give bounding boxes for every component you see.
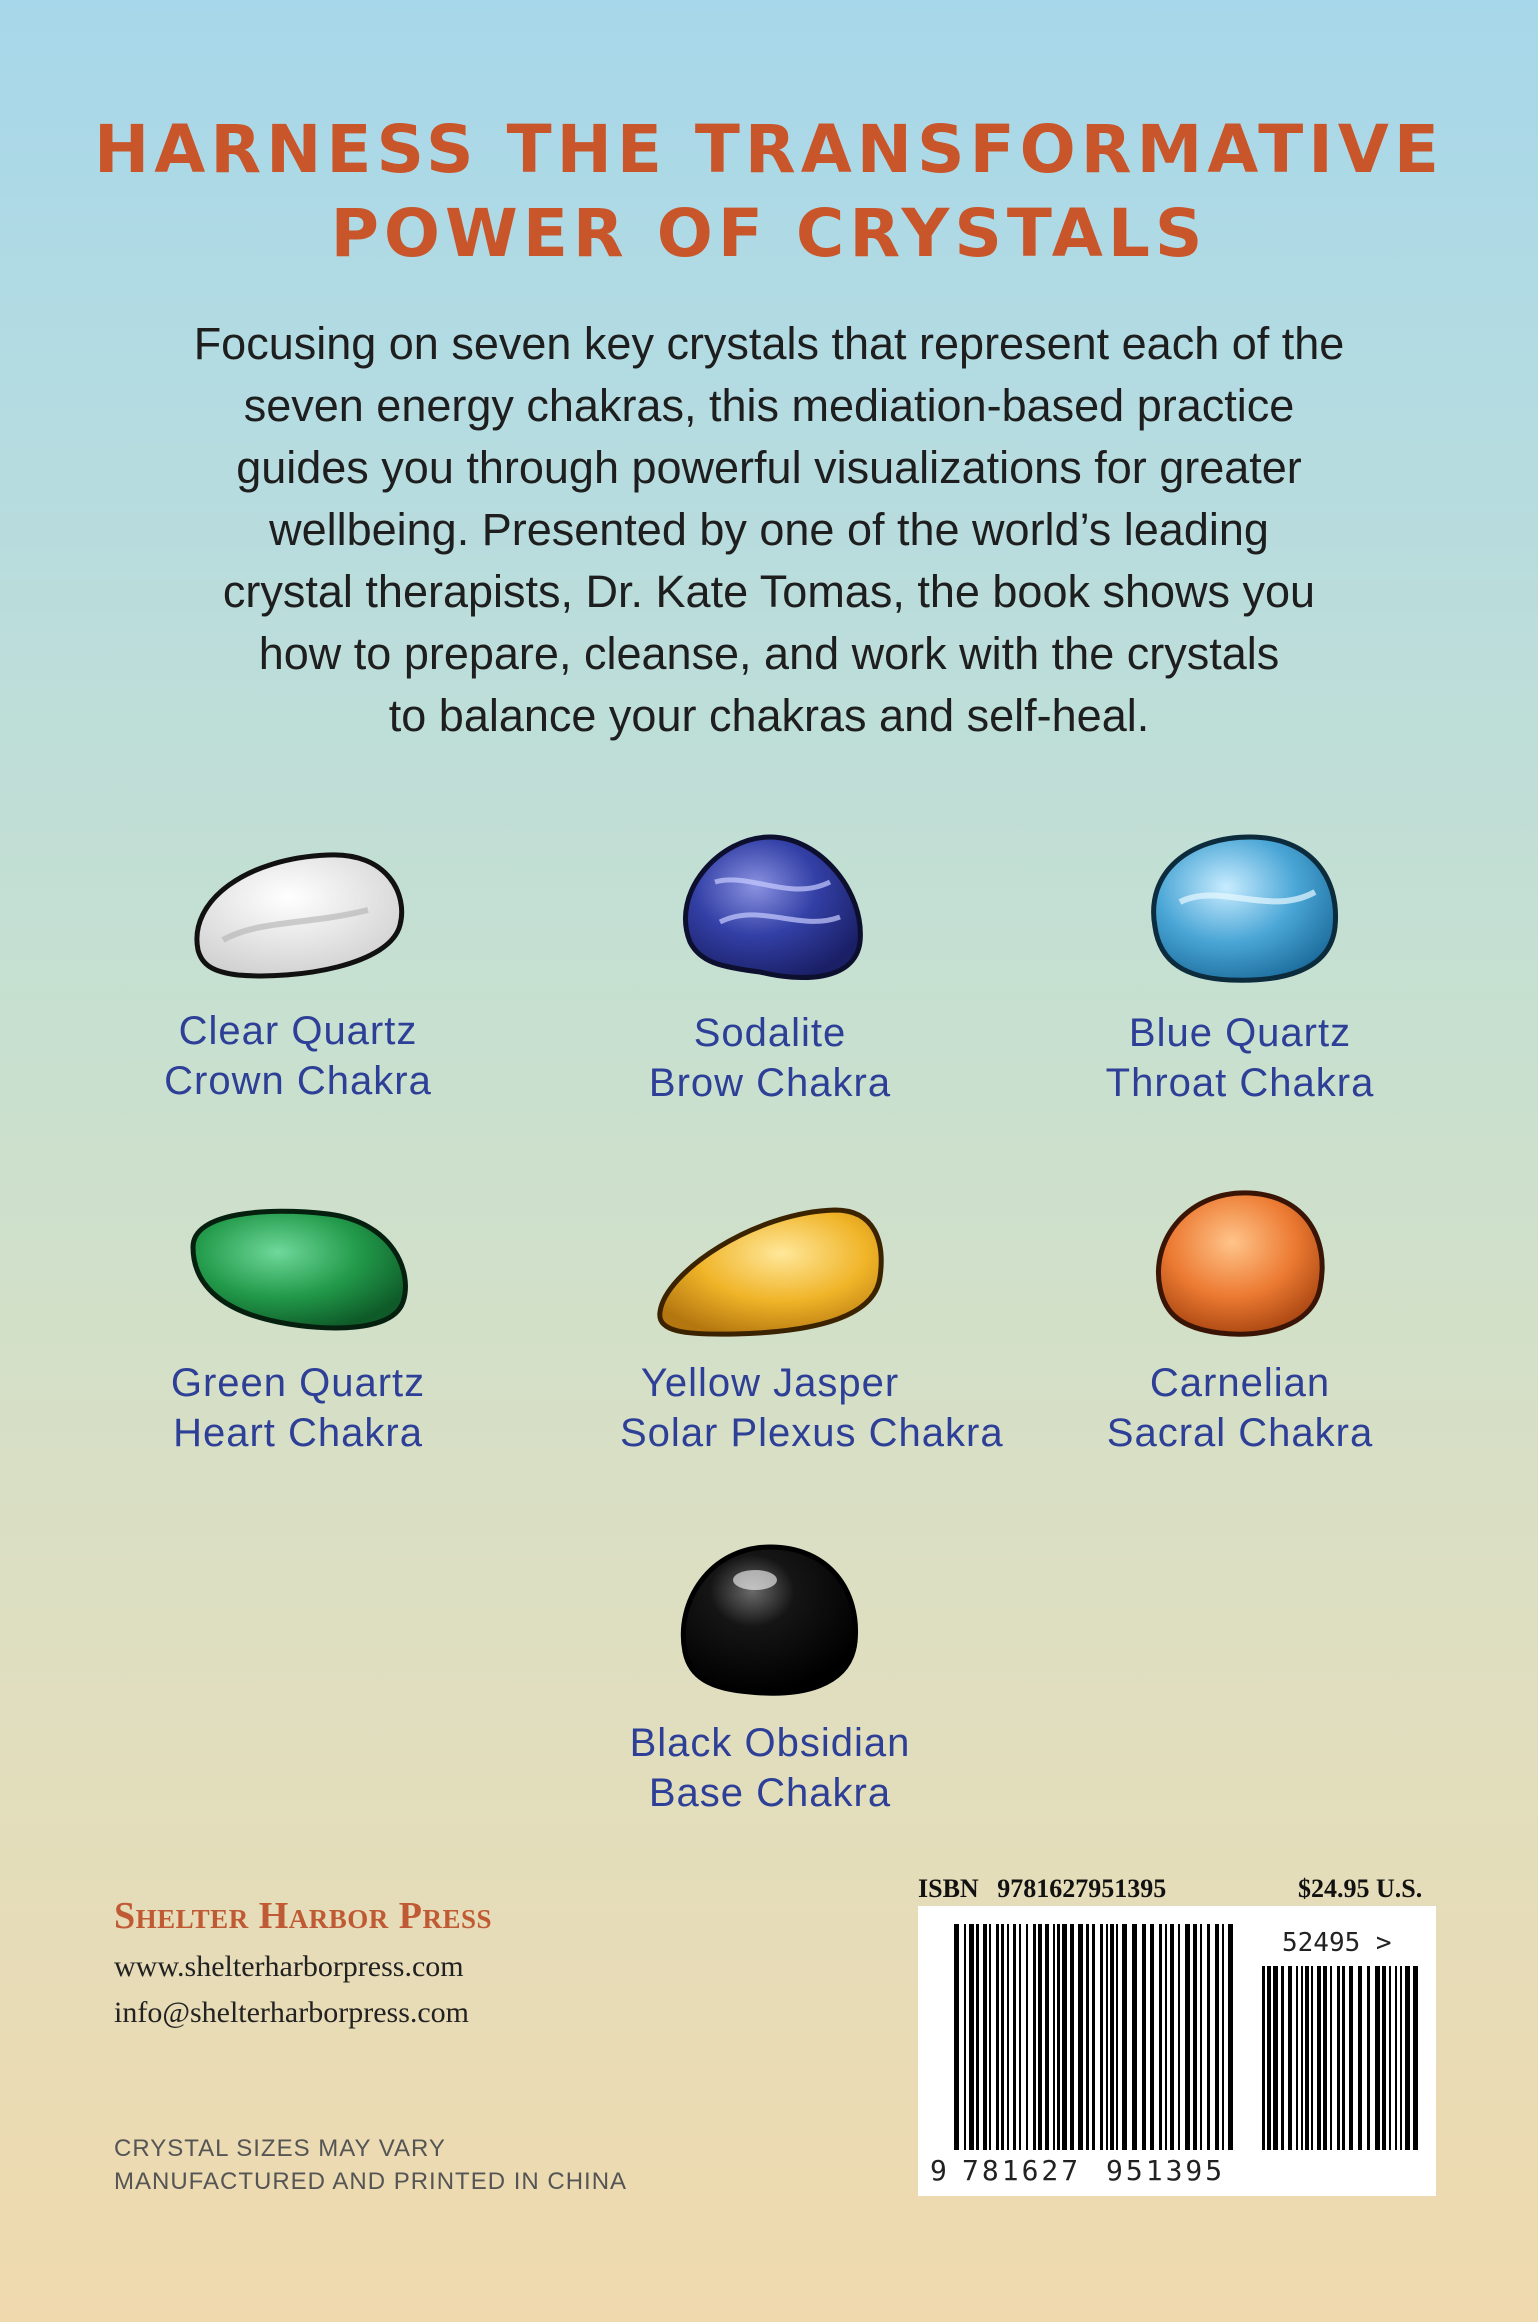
- crystal-blue-quartz: [1090, 822, 1390, 1108]
- barcode-bar: [1413, 1966, 1418, 2150]
- crystal-label: [1090, 1008, 1390, 1108]
- isbn-label: ISBN: [918, 1874, 979, 1903]
- barcode-bar: [1116, 1924, 1118, 2150]
- barcode-bar: [1207, 1924, 1210, 2150]
- headline: [0, 108, 1538, 276]
- publisher-website[interactable]: www.shelterharborpress.com: [114, 1950, 464, 1983]
- barcode-bar: [1045, 1924, 1049, 2150]
- barcode-bar: [1281, 1966, 1284, 2150]
- isbn-line: [918, 1874, 1166, 1904]
- barcode-bar: [1323, 1966, 1327, 2150]
- barcode-digit-lead: 9: [930, 2154, 947, 2187]
- barcode-bar: [1019, 1924, 1021, 2150]
- description-line: Focusing on seven key crystals that represent each of the: [193, 318, 1345, 369]
- description-line: seven energy chakras, this mediation-based practice: [243, 380, 1295, 431]
- barcode-bar: [1273, 1966, 1278, 2150]
- crystal-yellow-jasper: [620, 1192, 1004, 1458]
- barcode-bar: [954, 1924, 959, 2150]
- barcode-bar: [1070, 1924, 1074, 2150]
- crystal-label: [148, 1006, 448, 1106]
- barcode-bar: [1026, 1924, 1028, 2150]
- barcode-bar: [1358, 1966, 1362, 2150]
- barcode-digits-left: 781627: [962, 2154, 1082, 2187]
- chakra-name: Sacral Chakra: [1106, 1411, 1374, 1455]
- crystal-name: Carnelian: [1149, 1361, 1331, 1405]
- black-obsidian-stone-icon: [670, 1532, 870, 1702]
- barcode-bar: [1053, 1924, 1055, 2150]
- publisher-name: Shelter Harbor Press: [114, 1895, 493, 1937]
- blue-quartz-stone-icon: [1130, 822, 1350, 992]
- barcode-bar: [1038, 1924, 1042, 2150]
- barcode-bar: [1078, 1924, 1083, 2150]
- barcode-bar: [1033, 1924, 1036, 2150]
- barcode-bar: [1193, 1924, 1197, 2150]
- barcode-bar: [1110, 1924, 1114, 2150]
- barcode-bar: [1405, 1966, 1410, 2150]
- fine-print: [114, 2132, 627, 2198]
- chakra-name: Solar Plexus Chakra: [620, 1411, 1004, 1455]
- barcode-bar: [983, 1924, 987, 2150]
- manufacturing-note: MANUFACTURED AND PRINTED IN CHINA: [114, 2168, 628, 2195]
- barcode-bar: [1013, 1924, 1016, 2150]
- barcode-bar: [1142, 1924, 1146, 2150]
- crystal-name: Black Obsidian: [629, 1721, 911, 1765]
- barcode-bar: [1086, 1924, 1089, 2150]
- crystal-sodalite: [620, 822, 920, 1108]
- barcode-bar: [969, 1924, 974, 2150]
- barcode-bar: [1342, 1966, 1345, 2150]
- barcode-bar: [1305, 1966, 1309, 2150]
- barcode-bar: [1106, 1924, 1108, 2150]
- chakra-name: Crown Chakra: [164, 1059, 432, 1103]
- barcode-bar: [1185, 1924, 1190, 2150]
- headline-line-1: HARNESS THE TRANSFORMATIVE: [94, 111, 1444, 188]
- barcode-bar: [1178, 1924, 1180, 2150]
- clear-quartz-stone-icon: [178, 840, 418, 990]
- description-line: crystal therapists, Dr. Kate Tomas, the book shows you: [222, 566, 1316, 617]
- barcode: [918, 1906, 1436, 2196]
- barcode-bar: [1330, 1966, 1332, 2150]
- barcode-bar: [1349, 1966, 1353, 2150]
- barcode-bar: [1132, 1924, 1137, 2150]
- crystal-label: [620, 1008, 920, 1108]
- crystal-name: Yellow Jasper: [640, 1361, 900, 1405]
- yellow-jasper-stone-icon: [645, 1192, 895, 1342]
- crystal-size-note: CRYSTAL SIZES MAY VARY: [114, 2135, 446, 2162]
- barcode-bar: [989, 1924, 991, 2150]
- barcode-bar: [1267, 1966, 1271, 2150]
- publisher-contact: [114, 1944, 469, 2036]
- crystal-black-obsidian: [620, 1532, 920, 1818]
- barcode-bar: [976, 1924, 979, 2150]
- price: $24.95 U.S.: [1298, 1874, 1423, 1903]
- barcode-bar: [964, 1924, 966, 2150]
- barcode-bar: [1200, 1924, 1202, 2150]
- description: [80, 313, 1458, 747]
- barcode-bar: [1165, 1924, 1167, 2150]
- publisher-email[interactable]: info@shelterharborpress.com: [114, 1996, 470, 2029]
- carnelian-stone-icon: [1140, 1178, 1340, 1342]
- crystal-carnelian: [1090, 1178, 1390, 1458]
- isbn-number: 9781627951395: [997, 1874, 1167, 1903]
- barcode-bar: [1122, 1924, 1127, 2150]
- description-line: wellbeing. Presented by one of the world’s leading: [269, 504, 1269, 555]
- barcode-bar: [1062, 1924, 1067, 2150]
- barcode-bar: [1159, 1924, 1162, 2150]
- barcode-bar: [1057, 1924, 1060, 2150]
- crystal-name: Green Quartz: [170, 1361, 426, 1405]
- barcode-bar: [1337, 1966, 1340, 2150]
- crystal-label: [620, 1358, 1004, 1458]
- barcode-bar: [1311, 1966, 1313, 2150]
- green-quartz-stone-icon: [178, 1192, 418, 1342]
- barcode-bar: [996, 1924, 999, 2150]
- crystal-clear-quartz: [148, 840, 448, 1106]
- barcode-bar: [1375, 1966, 1380, 2150]
- barcode-bar: [1367, 1966, 1370, 2150]
- barcode-bar: [1395, 1966, 1397, 2150]
- barcode-bar: [1389, 1966, 1391, 2150]
- barcode-bar: [1100, 1924, 1103, 2150]
- barcode-bar: [1215, 1924, 1219, 2150]
- crystal-label: [1090, 1358, 1390, 1458]
- barcode-bar: [1222, 1924, 1224, 2150]
- chakra-name: Brow Chakra: [648, 1061, 892, 1105]
- barcode-bar: [1382, 1966, 1386, 2150]
- price-code: 52495 >: [1282, 1928, 1392, 1958]
- crystal-name: Sodalite: [693, 1011, 847, 1055]
- headline-line-2: POWER OF CRYSTALS: [330, 195, 1208, 272]
- crystal-green-quartz: [148, 1192, 448, 1458]
- description-line: guides you through powerful visualizations for greater: [236, 442, 1302, 493]
- barcode-bar: [1400, 1966, 1402, 2150]
- crystal-label: [148, 1358, 448, 1458]
- barcode-bar: [1296, 1966, 1298, 2150]
- chakra-name: Heart Chakra: [173, 1411, 423, 1455]
- sodalite-stone-icon: [660, 822, 880, 992]
- barcode-bar: [1001, 1924, 1004, 2150]
- crystal-label: [620, 1718, 920, 1818]
- barcode-bar: [1228, 1924, 1233, 2150]
- barcode-bar: [1288, 1966, 1292, 2150]
- barcode-bar: [1007, 1924, 1009, 2150]
- barcode-bar: [1170, 1924, 1174, 2150]
- chakra-name: Throat Chakra: [1105, 1061, 1375, 1105]
- crystal-name: Blue Quartz: [1128, 1011, 1352, 1055]
- chakra-name: Base Chakra: [648, 1771, 892, 1815]
- crystal-name: Clear Quartz: [178, 1009, 418, 1053]
- barcode-bar: [1301, 1966, 1303, 2150]
- description-line: how to prepare, cleanse, and work with the crystals: [258, 628, 1280, 679]
- barcode-bar: [1262, 1966, 1265, 2150]
- barcode-bar: [1092, 1924, 1095, 2150]
- barcode-bar: [1317, 1966, 1321, 2150]
- description-line: to balance your chakras and self-heal.: [388, 690, 1150, 741]
- barcode-digits-right: 951395: [1106, 2154, 1226, 2187]
- barcode-bar: [1150, 1924, 1154, 2150]
